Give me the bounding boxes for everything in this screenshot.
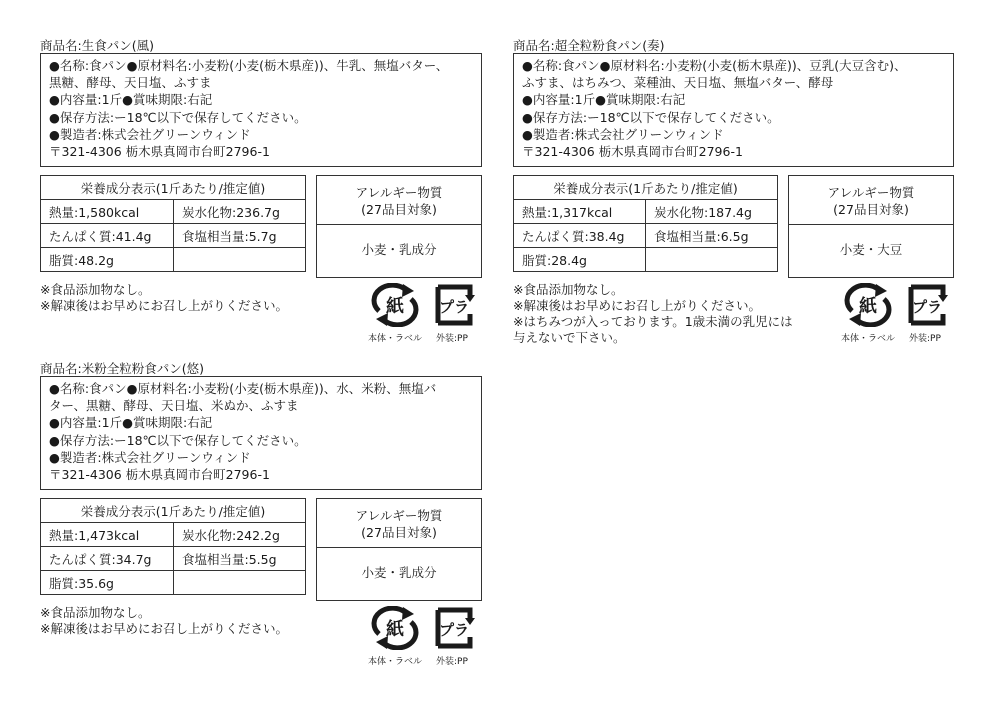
notes <box>40 605 288 637</box>
info-line: ●製造者:株式会社グリーンウィンド <box>49 126 251 142</box>
product-info-box <box>513 53 954 167</box>
allergy-divider <box>317 224 481 225</box>
nutrition-cell: 脂質:35.6g <box>41 571 174 595</box>
info-line: ●保存方法:ー18℃以下で保存してください。 <box>522 109 780 125</box>
allergy-header: アレルギー物質 <box>827 185 915 200</box>
paper-recycle-icon <box>370 283 420 327</box>
note-line: ※解凍後はお早めにお召し上がりください。 <box>513 298 761 313</box>
product-name: 商品名:米粉全粒粉食パン(悠) <box>40 361 204 376</box>
allergy-header: アレルギー物質 <box>355 185 443 200</box>
allergy-subheader: (27品目対象) <box>361 525 437 540</box>
allergy-subheader: (27品目対象) <box>361 202 437 217</box>
nutrition-cell <box>174 571 306 595</box>
note-line: ※解凍後はお早めにお召し上がりください。 <box>40 298 288 313</box>
allergy-divider <box>789 224 953 225</box>
paper-recycle-icon <box>843 283 893 327</box>
allergy-header: アレルギー物質 <box>355 508 443 523</box>
nutrition-cell: たんぱく質:38.4g <box>514 224 646 248</box>
nutrition-cell: 炭水化物:236.7g <box>174 200 306 224</box>
nutrition-cell: 脂質:28.4g <box>514 248 646 272</box>
info-line: ●内容量:1斤●賞味期限:右記 <box>49 92 213 108</box>
info-line: ●保存方法:ー18℃以下で保存してください。 <box>49 109 307 125</box>
plastic-recycle-icon <box>432 606 476 650</box>
nutrition-cell <box>646 248 778 272</box>
allergy-box <box>316 498 482 601</box>
product-name: 商品名:超全粒粉食パン(奏) <box>513 38 665 53</box>
paper-mark-text: 紙 <box>386 296 404 317</box>
info-line: ●保存方法:ー18℃以下で保存してください。 <box>49 432 307 448</box>
notes <box>513 282 793 346</box>
allergy-value: 小麦・乳成分 <box>361 565 437 580</box>
info-line: 〒321-4306 栃木県真岡市台町2796-1 <box>49 467 270 483</box>
nutrition-cell: 熱量:1,580kcal <box>41 200 174 224</box>
info-line: 〒321-4306 栃木県真岡市台町2796-1 <box>49 144 270 160</box>
recycling-marks <box>368 606 480 666</box>
plastic-mark-label: 外装:PP <box>436 657 468 667</box>
plastic-mark-text: プラ <box>438 621 470 639</box>
paper-mark-text: 紙 <box>859 296 877 317</box>
note-line: ※食品添加物なし。 <box>40 282 151 297</box>
nutrition-cell: 熱量:1,317kcal <box>514 200 646 224</box>
info-line: ●製造者:株式会社グリーンウィンド <box>522 126 724 142</box>
recycling-marks <box>841 283 953 343</box>
info-line: ●名称:食パン●原材料名:小麦粉(小麦(栃木県産))、水、米粉、無塩バ <box>49 381 437 396</box>
nutrition-header: 栄養成分表示(1斤あたり/推定値) <box>41 499 306 523</box>
info-line: ●内容量:1斤●賞味期限:右記 <box>49 415 213 431</box>
allergy-value: 小麦・大豆 <box>839 242 903 257</box>
info-line: ●名称:食パン●原材料名:小麦粉(小麦(栃木県産))、豆乳(大豆含む)、 <box>522 58 907 73</box>
paper-mark-text: 紙 <box>386 619 404 640</box>
info-line: ター、黒糖、酵母、天日塩、米ぬか、ふすま <box>49 398 299 414</box>
note-line: ※はちみつが入っております。1歳未満の乳児には <box>513 314 793 329</box>
plastic-mark-text: プラ <box>438 298 470 316</box>
note-line: ※食品添加物なし。 <box>40 605 151 620</box>
plastic-mark-label: 外装:PP <box>909 334 941 344</box>
info-line: 〒321-4306 栃木県真岡市台町2796-1 <box>522 144 743 160</box>
product-info-box <box>40 376 482 490</box>
info-line: ●製造者:株式会社グリーンウィンド <box>49 449 251 465</box>
note-line: ※食品添加物なし。 <box>513 282 624 297</box>
nutrition-table <box>40 175 306 272</box>
product-info-box <box>40 53 482 167</box>
note-line: 与えないで下さい。 <box>513 330 626 345</box>
info-line: ●内容量:1斤●賞味期限:右記 <box>522 92 686 108</box>
plastic-recycle-icon <box>432 283 476 327</box>
nutrition-header: 栄養成分表示(1斤あたり/推定値) <box>514 176 778 200</box>
notes <box>40 282 288 314</box>
info-line: ふすま、はちみつ、菜種油、天日塩、無塩バター、酵母 <box>522 75 834 91</box>
product-name: 商品名:生食パン(風) <box>40 38 154 53</box>
nutrition-cell: 炭水化物:187.4g <box>646 200 778 224</box>
nutrition-cell: 食塩相当量:5.7g <box>174 224 306 248</box>
allergy-divider <box>317 547 481 548</box>
recycling-marks <box>368 283 480 343</box>
paper-recycle-icon <box>370 606 420 650</box>
nutrition-header: 栄養成分表示(1斤あたり/推定値) <box>41 176 306 200</box>
nutrition-cell: 熱量:1,473kcal <box>41 523 174 547</box>
paper-mark-label: 本体・ラベル <box>368 657 423 667</box>
nutrition-table <box>40 498 306 595</box>
nutrition-cell: 食塩相当量:5.5g <box>174 547 306 571</box>
allergy-value: 小麦・乳成分 <box>361 242 437 257</box>
plastic-mark-text: プラ <box>911 298 943 316</box>
nutrition-table <box>513 175 778 272</box>
paper-mark-label: 本体・ラベル <box>368 334 423 344</box>
plastic-recycle-icon <box>905 283 949 327</box>
nutrition-cell: たんぱく質:41.4g <box>41 224 174 248</box>
nutrition-cell: 脂質:48.2g <box>41 248 174 272</box>
paper-mark-label: 本体・ラベル <box>841 334 896 344</box>
info-line: 黒糖、酵母、天日塩、ふすま <box>49 75 212 91</box>
nutrition-cell: 炭水化物:242.2g <box>174 523 306 547</box>
allergy-subheader: (27品目対象) <box>833 202 909 217</box>
nutrition-cell <box>174 248 306 272</box>
nutrition-cell: 食塩相当量:6.5g <box>646 224 778 248</box>
note-line: ※解凍後はお早めにお召し上がりください。 <box>40 621 288 636</box>
plastic-mark-label: 外装:PP <box>436 334 468 344</box>
allergy-box <box>316 175 482 278</box>
info-line: ●名称:食パン●原材料名:小麦粉(小麦(栃木県産))、牛乳、無塩バター、 <box>49 58 449 73</box>
allergy-box <box>788 175 954 278</box>
nutrition-cell: たんぱく質:34.7g <box>41 547 174 571</box>
